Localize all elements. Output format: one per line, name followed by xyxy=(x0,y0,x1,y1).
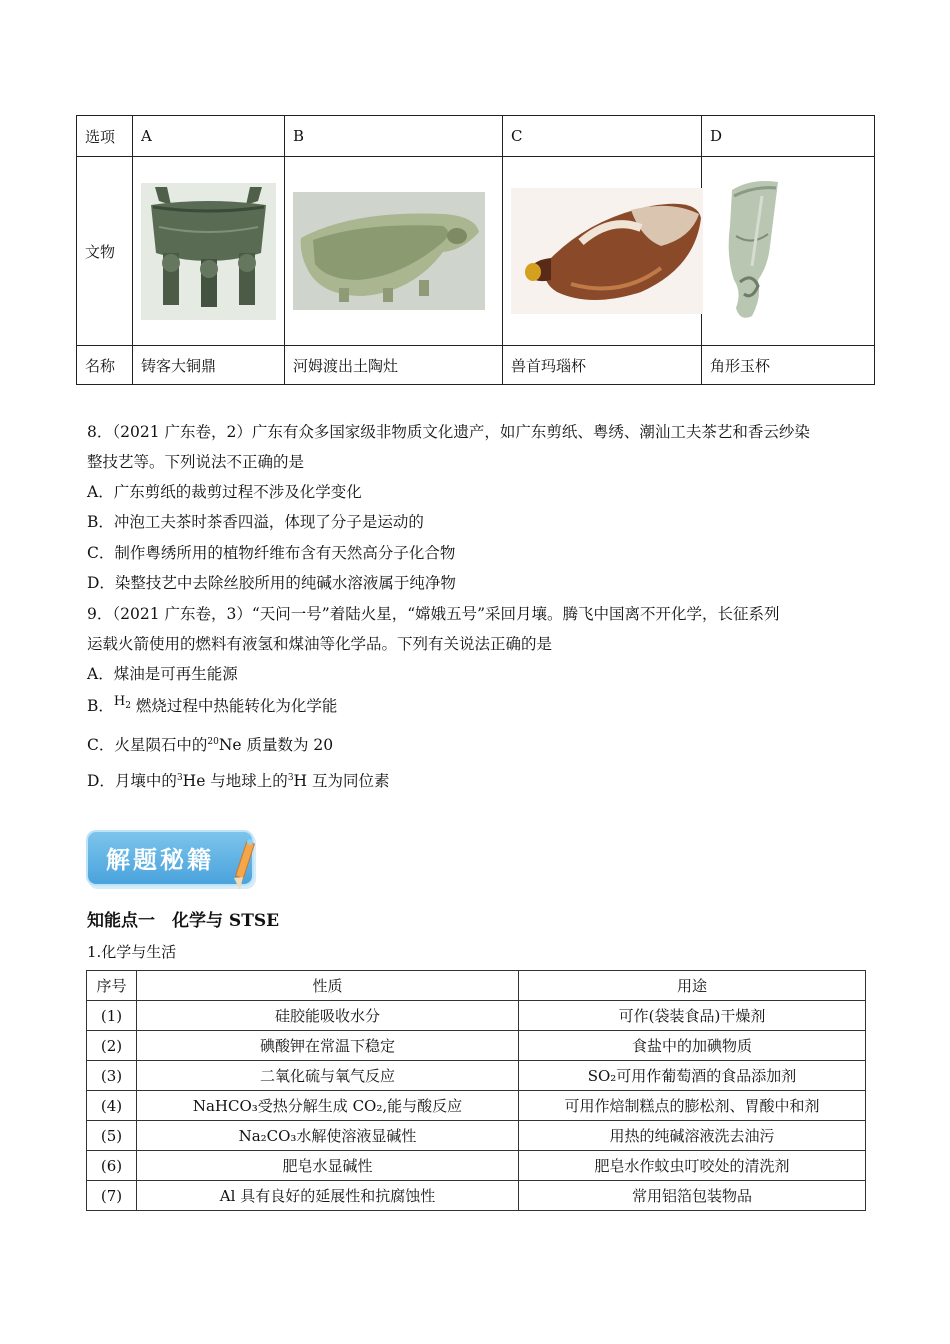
table-header-row xyxy=(87,971,866,1001)
row-use: 肥皂水作蚊虫叮咬处的清洗剂 xyxy=(519,1151,866,1181)
q9-option-d-text: 互为同位素 xyxy=(307,772,390,790)
row-property: 硅胶能吸收水分 xyxy=(137,1001,519,1031)
q8-stem-line1: 8．（2021 广东卷，2）广东有众多国家级非物质文化遗产，如广东剪纸、粤绣、潮汕工夫茶艺和香云纱染 xyxy=(87,423,810,441)
artifact-table xyxy=(76,115,875,385)
q9-stem-line1: 9．（2021 广东卷，3）“天问一号”着陆火星，“嫦娥五号”采回月壤。腾飞中国离不开化学，长征系列 xyxy=(87,605,780,623)
image-row-label: 文物 xyxy=(77,157,133,346)
name-d: 角形玉杯 xyxy=(702,346,875,385)
bronze-ding-image xyxy=(141,183,276,320)
table-row xyxy=(87,1061,866,1091)
name-b: 河姆渡出土陶灶 xyxy=(285,346,503,385)
table-row xyxy=(87,1121,866,1151)
name-c: 兽首玛瑙杯 xyxy=(503,346,702,385)
q9-option-c xyxy=(87,733,333,755)
header-no: 序号 xyxy=(87,971,137,1001)
pottery-stove-image xyxy=(293,192,485,310)
row-property: Al 具有良好的延展性和抗腐蚀性 xyxy=(137,1181,519,1211)
q9-option-a: A．煤油是可再生能源 xyxy=(87,665,238,683)
row-no: (7) xyxy=(87,1181,137,1211)
name-row-label: 名称 xyxy=(77,346,133,385)
q9-option-d-mid: 与地球上的 xyxy=(205,772,288,790)
he-mass-number: 3 xyxy=(176,772,183,783)
option-c: C xyxy=(503,116,702,157)
ne-mass-number: 20 xyxy=(207,736,219,747)
q8-option-b: B．冲泡工夫茶时茶香四溢，体现了分子是运动的 xyxy=(87,513,424,531)
section-title: 知能点一 化学与 STSE xyxy=(87,911,280,931)
table-row xyxy=(87,1181,866,1211)
header-property: 性质 xyxy=(137,971,519,1001)
agate-cup-image xyxy=(511,188,703,314)
row-property: 碘酸钾在常温下稳定 xyxy=(137,1031,519,1061)
q9-option-b-text: 燃烧过程中热能转化为化学能 xyxy=(130,697,338,715)
row-property: Na₂CO₃水解使溶液显碱性 xyxy=(137,1121,519,1151)
row-no: (1) xyxy=(87,1001,137,1031)
h2-subscript: 2 xyxy=(125,701,131,711)
name-a: 铸客大铜鼎 xyxy=(133,346,285,385)
table-row xyxy=(87,1151,866,1181)
option-a: A xyxy=(133,116,285,157)
row-property: NaHCO₃受热分解生成 CO₂,能与酸反应 xyxy=(137,1091,519,1121)
pencil-icon xyxy=(228,836,262,894)
row-use: 食盐中的加碘物质 xyxy=(519,1031,866,1061)
row-use: 可作(袋装食品)干燥剂 xyxy=(519,1001,866,1031)
q9-option-c-prefix: C．火星陨石中的 xyxy=(87,736,208,754)
q9-option-d-prefix: D．月壤中的 xyxy=(87,772,177,790)
row-property: 二氧化硫与氧气反应 xyxy=(137,1061,519,1091)
q9-option-d xyxy=(87,769,390,791)
row-use: 用热的纯碱溶液洗去油污 xyxy=(519,1121,866,1151)
q9-option-c-text: 质量数为 20 xyxy=(241,736,334,754)
row-no: (3) xyxy=(87,1061,137,1091)
subsection-title: 1.化学与生活 xyxy=(87,943,177,961)
row-no: (6) xyxy=(87,1151,137,1181)
badge-text: 解题秘籍 xyxy=(106,846,214,874)
q8-option-d: D．染整技艺中去除丝胶所用的纯碱水溶液属于纯净物 xyxy=(87,574,456,592)
header-use: 用途 xyxy=(519,971,866,1001)
row-no: (5) xyxy=(87,1121,137,1151)
option-b: B xyxy=(285,116,503,157)
row-property: 肥皂水显碱性 xyxy=(137,1151,519,1181)
row-no: (2) xyxy=(87,1031,137,1061)
table-row xyxy=(87,1001,866,1031)
q8-stem-line2: 整技艺等。下列说法不正确的是 xyxy=(87,453,305,471)
option-d: D xyxy=(702,116,875,157)
q8-option-a: A．广东剪纸的裁剪过程不涉及化学变化 xyxy=(87,483,362,501)
row-use: 可用作焙制糕点的膨松剂、胃酸中和剂 xyxy=(519,1091,866,1121)
row-use: 常用铝箔包装物品 xyxy=(519,1181,866,1211)
header-label: 选项 xyxy=(77,116,133,157)
he-symbol: He xyxy=(182,772,206,790)
table-row xyxy=(87,1091,866,1121)
row-no: (4) xyxy=(87,1091,137,1121)
jade-horn-cup-image xyxy=(722,176,782,326)
q8-option-c: C．制作粤绣所用的植物纤维布含有天然高分子化合物 xyxy=(87,544,456,562)
property-table xyxy=(86,970,866,1211)
ne-symbol: Ne xyxy=(218,736,242,754)
h-symbol: H xyxy=(293,772,308,790)
q9-stem-line2: 运载火箭使用的燃料有液氢和煤油等化学品。下列有关说法正确的是 xyxy=(87,635,553,653)
q9-option-b-prefix: B． xyxy=(87,697,114,715)
h-mass-number: 3 xyxy=(287,772,294,783)
row-use: SO₂可用作葡萄酒的食品添加剂 xyxy=(519,1061,866,1091)
q9-option-b xyxy=(87,694,337,716)
table-row xyxy=(87,1031,866,1061)
solution-tips-badge xyxy=(86,828,262,894)
h2-symbol: H xyxy=(113,694,126,709)
